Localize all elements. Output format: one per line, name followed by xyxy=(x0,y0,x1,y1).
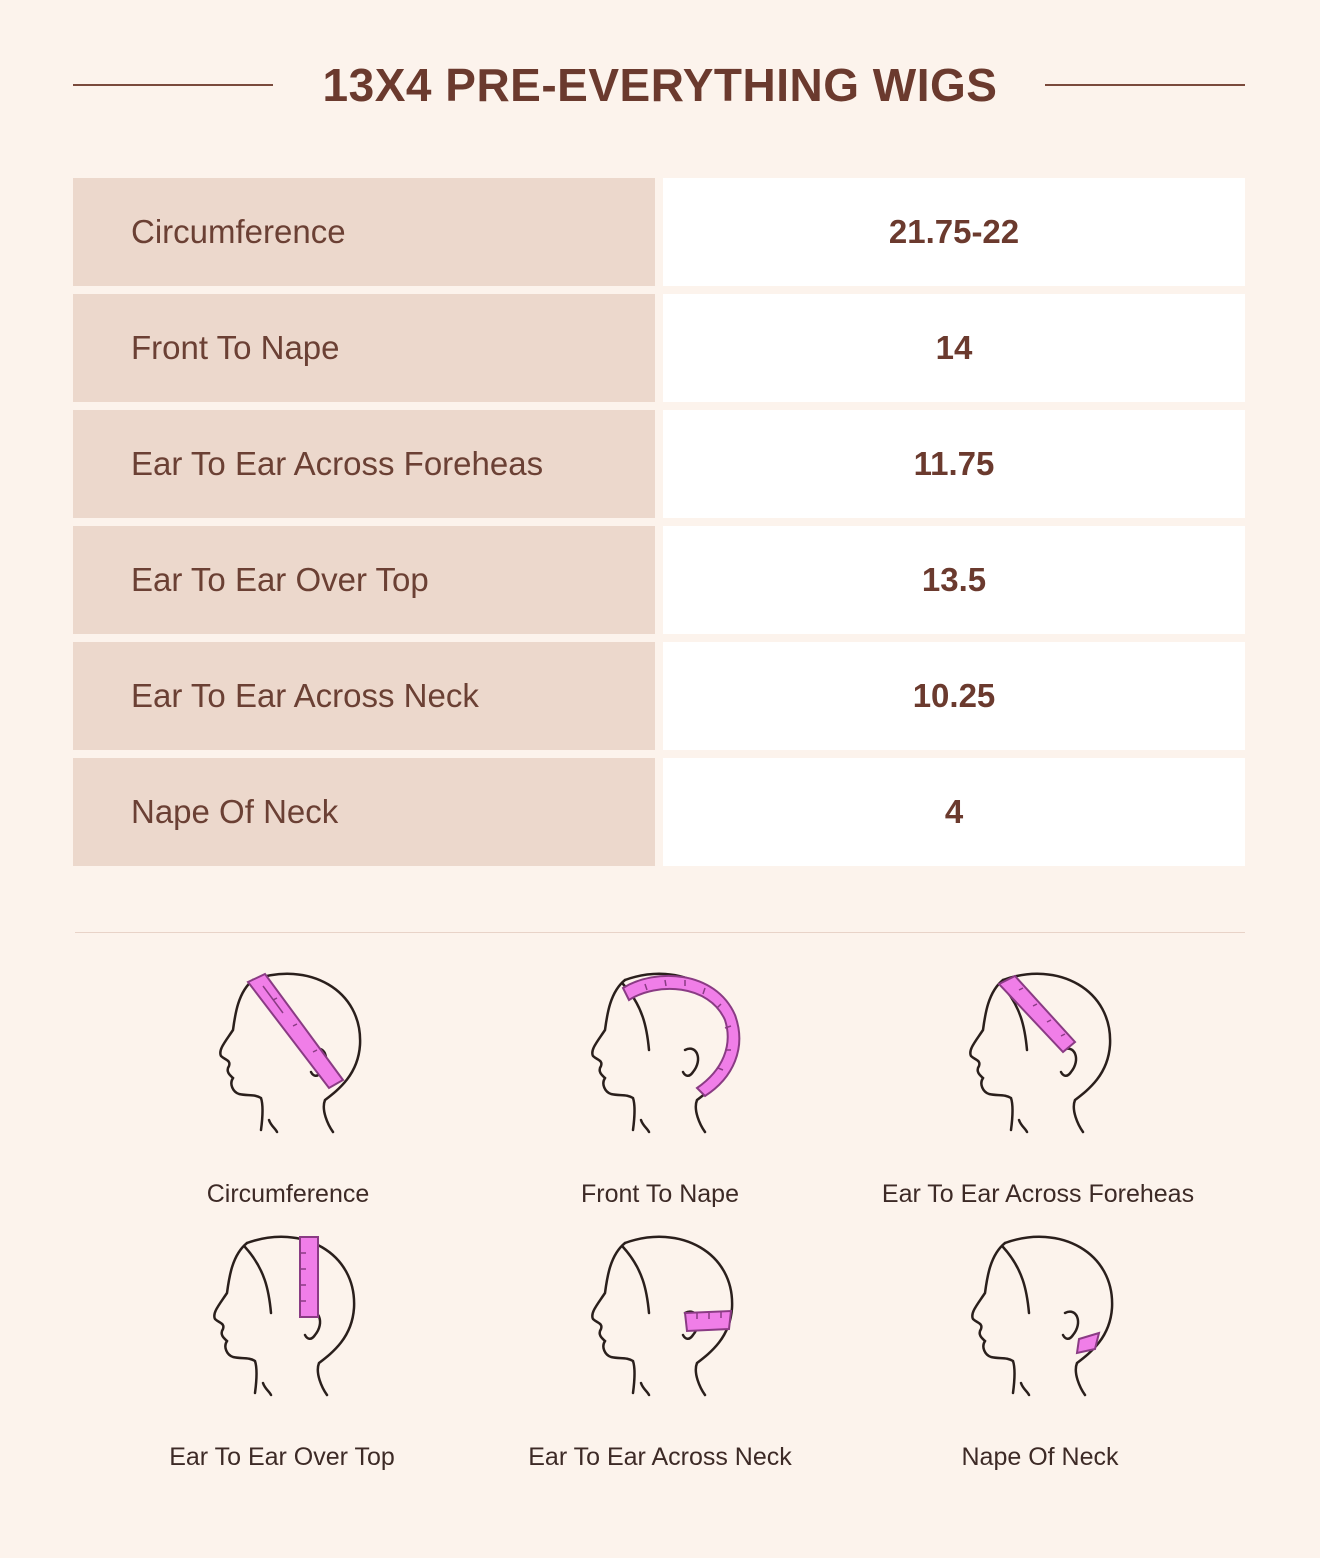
head-ear-to-ear-forehead-icon xyxy=(963,970,1133,1140)
row-label: Ear To Ear Over Top xyxy=(73,526,655,634)
table-row xyxy=(73,642,1245,750)
row-label: Circumference xyxy=(73,178,655,286)
title-divider-left xyxy=(73,84,273,86)
diagram-caption: Front To Nape xyxy=(581,1180,739,1208)
measuring-tape xyxy=(1077,1333,1099,1353)
measuring-tape xyxy=(248,974,343,1088)
section-divider xyxy=(75,932,1245,933)
table-row xyxy=(73,526,1245,634)
table-row xyxy=(73,758,1245,866)
head-circumference-icon xyxy=(213,970,383,1140)
table-row xyxy=(73,410,1245,518)
diagram-ear-to-ear-top xyxy=(92,1233,472,1483)
title-divider-right xyxy=(1045,84,1245,86)
diagram-ear-to-ear-neck xyxy=(470,1233,850,1483)
measuring-tape xyxy=(685,1311,731,1331)
diagram-front-to-nape xyxy=(470,970,850,1220)
header xyxy=(0,50,1320,120)
row-value: 14 xyxy=(663,294,1245,402)
head-nape-of-neck-icon xyxy=(965,1233,1135,1403)
row-label: Nape Of Neck xyxy=(73,758,655,866)
row-value: 4 xyxy=(663,758,1245,866)
diagram-ear-to-ear-forehead xyxy=(848,970,1228,1220)
diagram-caption: Nape Of Neck xyxy=(961,1443,1119,1471)
measuring-tape xyxy=(999,976,1075,1052)
head-ear-to-ear-top-icon xyxy=(207,1233,377,1403)
row-label: Ear To Ear Across Foreheas xyxy=(73,410,655,518)
row-label: Ear To Ear Across Neck xyxy=(73,642,655,750)
row-value: 11.75 xyxy=(663,410,1245,518)
head-ear-to-ear-neck-icon xyxy=(585,1233,755,1403)
table-row xyxy=(73,178,1245,286)
head-front-to-nape-icon xyxy=(585,970,755,1140)
diagram-caption: Ear To Ear Across Foreheas xyxy=(881,1180,1195,1208)
diagram-caption: Ear To Ear Over Top xyxy=(169,1443,395,1471)
diagram-caption: Circumference xyxy=(206,1180,370,1208)
row-value: 21.75-22 xyxy=(663,178,1245,286)
size-table xyxy=(73,178,1245,874)
page-title: 13X4 PRE-EVERYTHING WIGS xyxy=(322,59,998,111)
diagram-circumference xyxy=(98,970,478,1220)
table-row xyxy=(73,294,1245,402)
row-label: Front To Nape xyxy=(73,294,655,402)
diagram-caption: Ear To Ear Across Neck xyxy=(528,1443,792,1471)
measuring-tape xyxy=(623,976,739,1096)
row-value: 10.25 xyxy=(663,642,1245,750)
row-value: 13.5 xyxy=(663,526,1245,634)
measuring-tape xyxy=(300,1237,318,1317)
diagram-nape-of-neck xyxy=(850,1233,1230,1483)
